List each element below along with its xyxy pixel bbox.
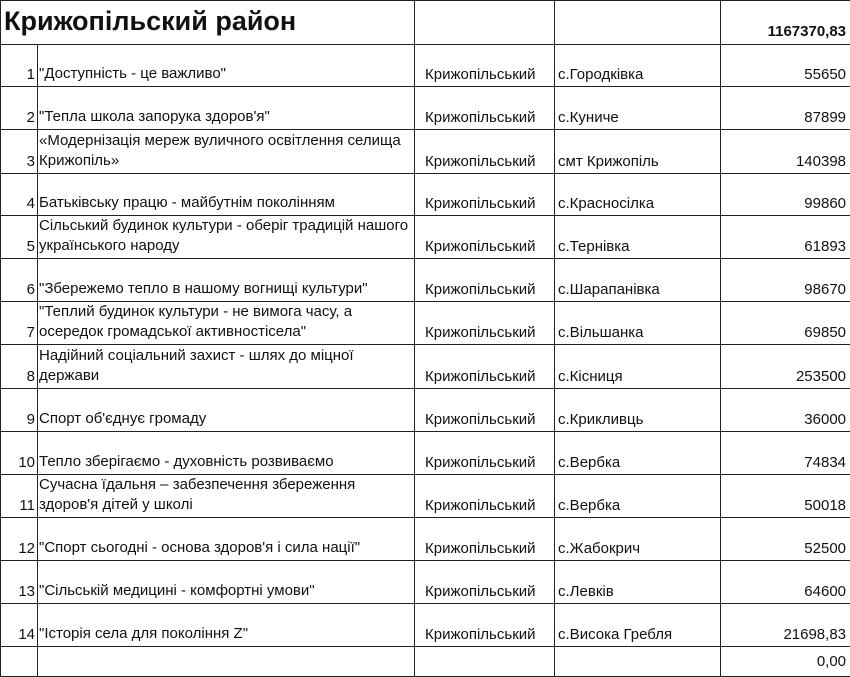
table-row bbox=[1, 130, 850, 174]
table-row bbox=[1, 216, 850, 259]
amount: 36000 bbox=[721, 389, 850, 432]
amount: 98670 bbox=[721, 259, 850, 302]
amount: 50018 bbox=[721, 475, 850, 518]
project-name: "Історія села для покоління Z" bbox=[38, 604, 415, 647]
district-name: Крижопільський bbox=[415, 561, 555, 604]
amount: 69850 bbox=[721, 302, 850, 345]
table-row bbox=[1, 174, 850, 216]
footer-empty-cell bbox=[555, 647, 721, 677]
district-name: Крижопільський bbox=[415, 45, 555, 87]
project-name: "Сільській медицині - комфортні умови" bbox=[38, 561, 415, 604]
table-row bbox=[1, 345, 850, 389]
row-number: 8 bbox=[1, 345, 38, 389]
village-name: с.Левків bbox=[555, 561, 721, 604]
village-name: с.Висока Гребля bbox=[555, 604, 721, 647]
project-name: «Модернізація мереж вуличного освітлення селища Крижопіль» bbox=[38, 130, 415, 174]
footer-empty-cell bbox=[415, 647, 555, 677]
footer-empty-cell bbox=[1, 647, 38, 677]
amount: 99860 bbox=[721, 174, 850, 216]
row-number: 7 bbox=[1, 302, 38, 345]
village-name: с.Вербка bbox=[555, 475, 721, 518]
row-number: 13 bbox=[1, 561, 38, 604]
amount: 52500 bbox=[721, 518, 850, 561]
footer-empty-cell bbox=[38, 647, 415, 677]
project-name: Тепло зберігаємо - духовність розвиваємо bbox=[38, 432, 415, 475]
project-name: Сільський будинок культури - оберіг традицій нашого українського народу bbox=[38, 216, 415, 259]
row-number: 4 bbox=[1, 174, 38, 216]
table-row bbox=[1, 389, 850, 432]
amount: 61893 bbox=[721, 216, 850, 259]
row-number: 3 bbox=[1, 130, 38, 174]
village-name: с.Тернівка bbox=[555, 216, 721, 259]
district-name: Крижопільський bbox=[415, 174, 555, 216]
table-row bbox=[1, 604, 850, 647]
amount: 74834 bbox=[721, 432, 850, 475]
footer-row bbox=[1, 647, 850, 677]
table-row bbox=[1, 259, 850, 302]
district-name: Крижопільський bbox=[415, 475, 555, 518]
row-number: 6 bbox=[1, 259, 38, 302]
header-row bbox=[1, 1, 850, 45]
row-number: 9 bbox=[1, 389, 38, 432]
row-number: 12 bbox=[1, 518, 38, 561]
row-number: 10 bbox=[1, 432, 38, 475]
village-name: с.Куниче bbox=[555, 87, 721, 130]
table-row bbox=[1, 302, 850, 345]
district-name: Крижопільський bbox=[415, 518, 555, 561]
project-name: Спорт об'єднує громаду bbox=[38, 389, 415, 432]
district-name: Крижопільський bbox=[415, 432, 555, 475]
district-name: Крижопільський bbox=[415, 130, 555, 174]
table-row bbox=[1, 45, 850, 87]
district-name: Крижопільський bbox=[415, 259, 555, 302]
project-name: "Доступність - це важливо" bbox=[38, 45, 415, 87]
village-name: с.Крикливць bbox=[555, 389, 721, 432]
row-number: 1 bbox=[1, 45, 38, 87]
row-number: 5 bbox=[1, 216, 38, 259]
page-title: Крижопільский район bbox=[1, 1, 415, 45]
village-name: с.Городківка bbox=[555, 45, 721, 87]
project-name: "Збережемо тепло в нашому вогнищі культури" bbox=[38, 259, 415, 302]
table-row bbox=[1, 518, 850, 561]
village-name: с.Кісниця bbox=[555, 345, 721, 389]
project-name: "Теплий будинок культури - не вимога часу, а осередок громадської активностісела" bbox=[38, 302, 415, 345]
amount: 64600 bbox=[721, 561, 850, 604]
table-row bbox=[1, 87, 850, 130]
district-name: Крижопільський bbox=[415, 302, 555, 345]
village-name: с.Вербка bbox=[555, 432, 721, 475]
header-empty-district bbox=[415, 1, 555, 45]
footer-amount: 0,00 bbox=[721, 647, 850, 677]
project-name: "Спорт сьогодні - основа здоров'я і сила нації" bbox=[38, 518, 415, 561]
table-row bbox=[1, 432, 850, 475]
village-name: с.Красносілка bbox=[555, 174, 721, 216]
amount: 140398 bbox=[721, 130, 850, 174]
district-name: Крижопільський bbox=[415, 87, 555, 130]
project-name: "Тепла школа запорука здоров'я" bbox=[38, 87, 415, 130]
village-name: с.Вільшанка bbox=[555, 302, 721, 345]
header-empty-village bbox=[555, 1, 721, 45]
village-name: смт Крижопіль bbox=[555, 130, 721, 174]
village-name: с.Жабокрич bbox=[555, 518, 721, 561]
table-row bbox=[1, 475, 850, 518]
table-row bbox=[1, 561, 850, 604]
district-name: Крижопільський bbox=[415, 604, 555, 647]
project-name: Батьківську працю - майбутнім поколінням bbox=[38, 174, 415, 216]
village-name: с.Шарапанівка bbox=[555, 259, 721, 302]
district-name: Крижопільський bbox=[415, 389, 555, 432]
amount: 253500 bbox=[721, 345, 850, 389]
amount: 21698,83 bbox=[721, 604, 850, 647]
project-name: Надійний соціальний захист - шлях до міцної держави bbox=[38, 345, 415, 389]
row-number: 14 bbox=[1, 604, 38, 647]
amount: 87899 bbox=[721, 87, 850, 130]
grand-total: 1167370,83 bbox=[721, 1, 850, 45]
amount: 55650 bbox=[721, 45, 850, 87]
district-name: Крижопільський bbox=[415, 216, 555, 259]
row-number: 11 bbox=[1, 475, 38, 518]
project-name: Сучасна їдальня – забезпечення збереження здоров'я дітей у школі bbox=[38, 475, 415, 518]
row-number: 2 bbox=[1, 87, 38, 130]
district-name: Крижопільський bbox=[415, 345, 555, 389]
